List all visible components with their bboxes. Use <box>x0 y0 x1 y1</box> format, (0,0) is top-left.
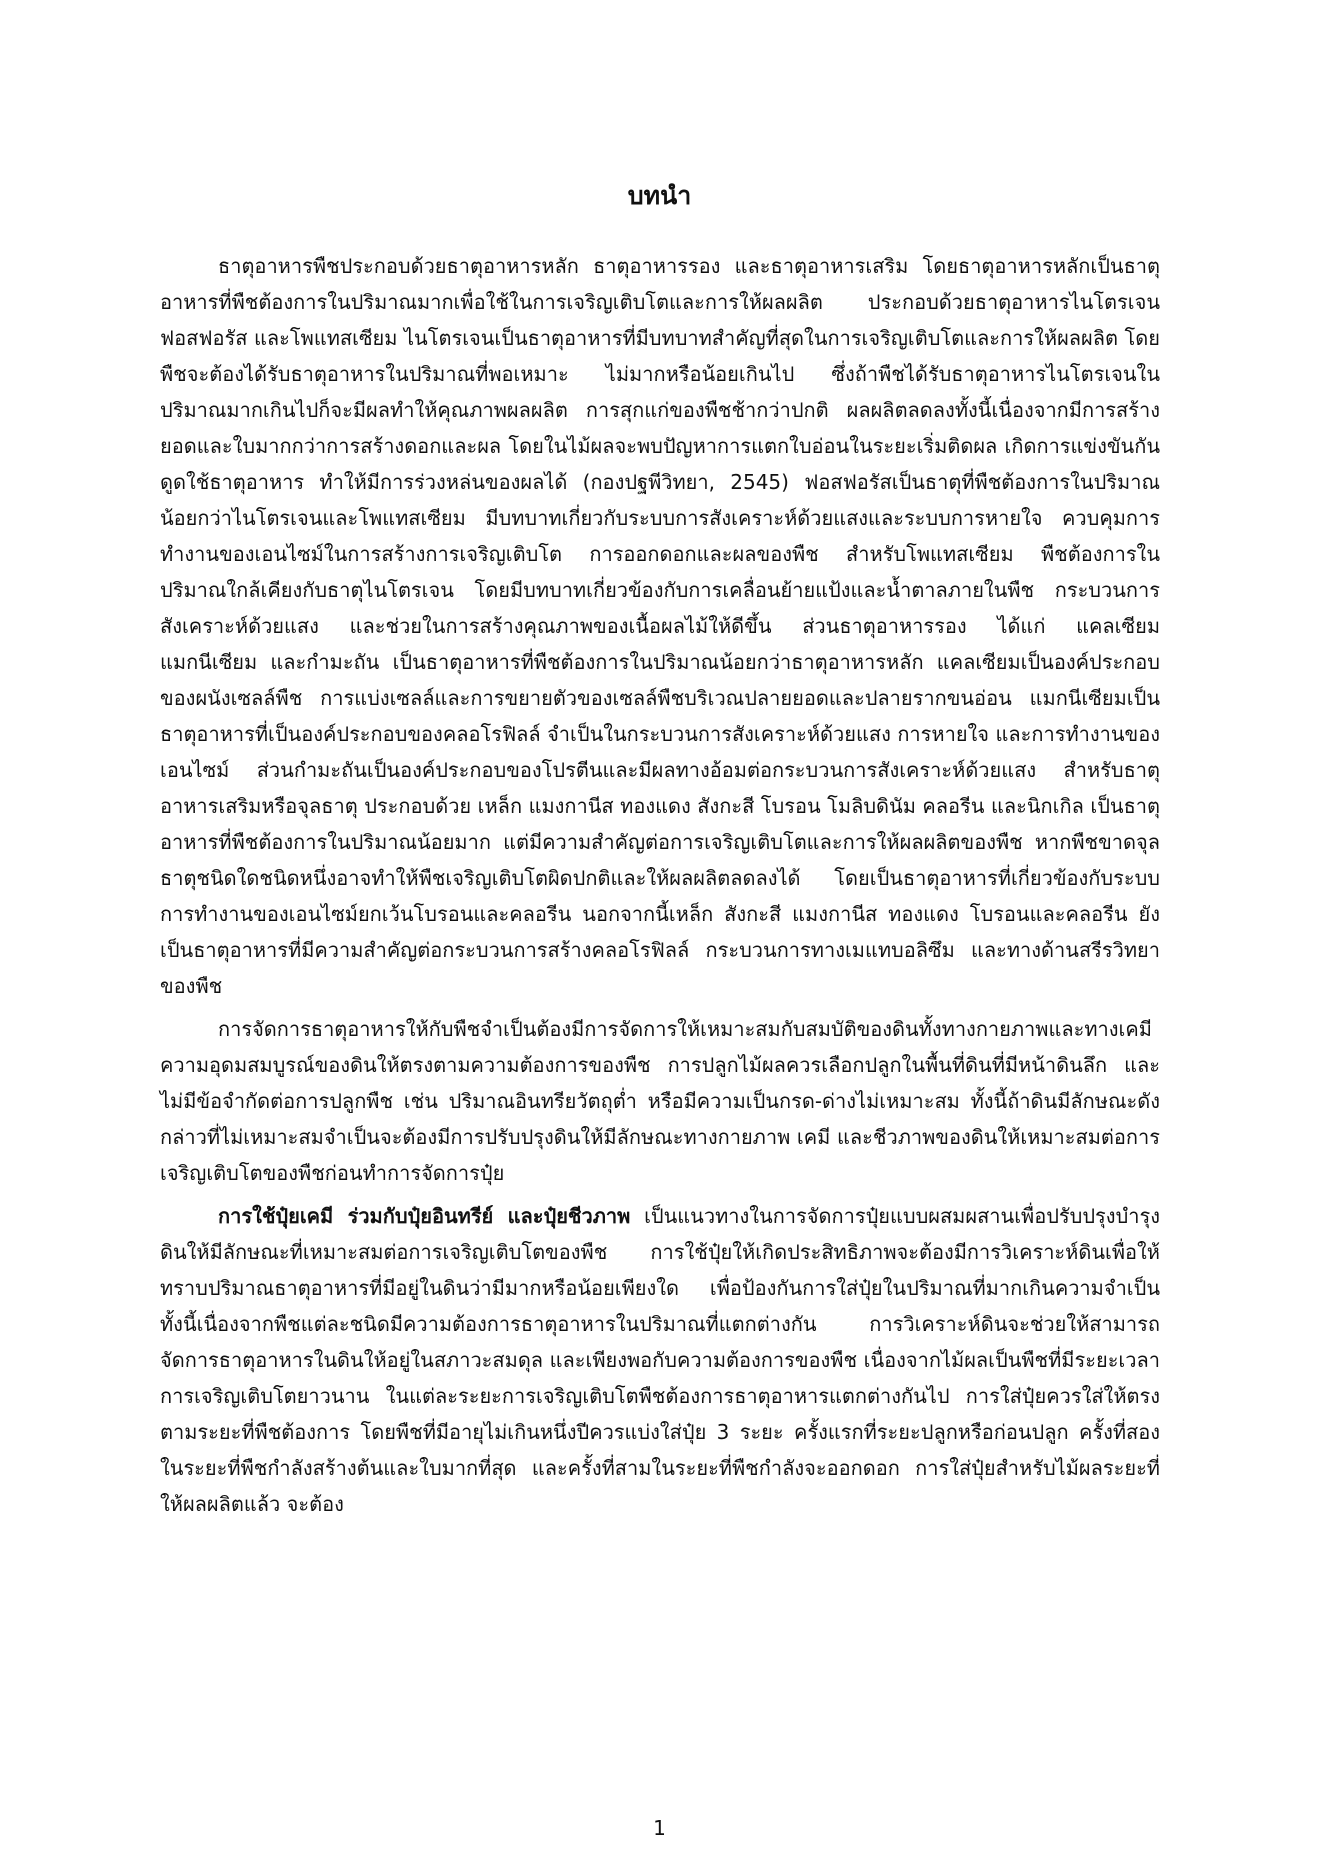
paragraph-nutrients <box>160 248 1160 1004</box>
page-title: บทนำ <box>627 180 692 210</box>
paragraph-soil-management <box>160 1011 1160 1191</box>
paragraph-fertilizer-use <box>160 1198 1160 1522</box>
paragraph-text: เป็นแนวทางในการจัดการปุ๋ยแบบผสมผสานเพื่อปรับปรุงบำรุงดินให้มีลักษณะที่เหมาะสมต่อการเจริญเติบโตของพืช การใช้ปุ๋ยให้เกิดประสิทธิภาพจะต้องมีการวิเคราะห์ดินเพื่อให้ทราบปริมาณธาตุอาหารที่มีอยู่ในดินว่ามีมากหรือน้อยเพียงใด เพื่อป้องกันการใส่ปุ๋ยในปริมาณที่มากเกินความจำเป็น ทั้งนี้เนื่องจากพืชแต่ละชนิดมีความต้องการธาตุอาหารในปริมาณที่แตกต่างกัน การวิเคราะห์ดินจะช่วยให้สามารถจัดการธาตุอาหารในดินให้อยู่ในสภาวะสมดุล และเพียงพอกับความต้องการของพืช เนื่องจากไม้ผลเป็นพืชที่มีระยะเวลาการเจริญเติบโตยาวนาน ในแต่ละระยะการเจริญเติบโตพืชต้องการธาตุอาหารแตกต่างกันไป การใส่ปุ๋ยควรใส่ให้ตรงตามระยะที่พืชต้องการ โดยพืชที่มีอายุไม่เกินหนึ่งปีควรแบ่งใส่ปุ๋ย 3 ระยะ ครั้งแรกที่ระยะปลูกหรือก่อนปลูก ครั้งที่สองในระยะที่พืชกำลังสร้างต้นและใบมากที่สุด และครั้งที่สามในระยะที่พืชกำลังจะออกดอก การใส่ปุ๋ยสำหรับไม้ผลระยะที่ให้ผลผลิตแล้ว จะต้อง <box>160 1204 1160 1516</box>
page-number: 1 <box>653 1816 666 1840</box>
paragraph-text: ธาตุอาหารพืชประกอบด้วยธาตุอาหารหลัก ธาตุอาหารรอง และธาตุอาหารเสริม โดยธาตุอาหารหลักเป็นธาตุอาหารที่พืชต้องการในปริมาณมากเพื่อใช้ในการเจริญเติบโตและการให้ผลผลิต ประกอบด้วยธาตุอาหารไนโตรเจน ฟอสฟอรัส และโพแทสเซียม ไนโตรเจนเป็นธาตุอาหารที่มีบทบาทสำคัญที่สุดในการเจริญเติบโตและการให้ผลผลิต โดยพืชจะต้องได้รับธาตุอาหารในปริมาณที่พอเหมาะ ไม่มากหรือน้อยเกินไป ซึ่งถ้าพืชได้รับธาตุอาหารไนโตรเจนในปริมาณมากเกินไปก็จะมีผลทำให้คุณภาพผลผลิต การสุกแก่ของพืชช้ากว่าปกติ ผลผลิตลดลงทั้งนี้เนื่องจากมีการสร้างยอดและใบมากกว่าการสร้างดอกและผล โดยในไม้ผลจะพบปัญหาการแตกใบอ่อนในระยะเริ่มติดผล เกิดการแข่งขันกันดูดใช้ธาตุอาหาร ทำให้มีการร่วงหล่นของผลได้ (กองปฐพีวิทยา, 2545) ฟอสฟอรัสเป็นธาตุที่พืชต้องการในปริมาณน้อยกว่าไนโตรเจนและโพแทสเซียม มีบทบาทเกี่ยวกับระบบการสังเคราะห์ด้วยแสงและระบบการหายใจ ควบคุมการทำงานของเอนไซม์ในการสร้างการเจริญเติบโต การออกดอกและผลของพืช สำหรับโพแทสเซียม พืชต้องการในปริมาณใกล้เคียงกับธาตุไนโตรเจน โดยมีบทบาทเกี่ยวข้องกับการเคลื่อนย้ายแป้งและน้ำตาลภายในพืช กระบวนการสังเคราะห์ด้วยแสง และช่วยในการสร้างคุณภาพของเนื้อผลไม้ให้ดีขึ้น ส่วนธาตุอาหารรอง ได้แก่ แคลเซียม แมกนีเซียม และกำมะถัน เป็นธาตุอาหารที่พืชต้องการในปริมาณน้อยกว่าธาตุอาหารหลัก แคลเซียมเป็นองค์ประกอบของผนังเซลล์พืช การแบ่งเซลล์และการขยายตัวของเซลล์พืชบริเวณปลายยอดและปลายรากขนอ่อน แมกนีเซียมเป็นธาตุอาหารที่เป็นองค์ประกอบของคลอโรฟิลล์ จำเป็นในกระบวนการสังเคราะห์ด้วยแสง การหายใจ และการทำงานของเอนไซม์ ส่วนกำมะถันเป็นองค์ประกอบของโปรตีนและมีผลทางอ้อมต่อกระบวนการสังเคราะห์ด้วยแสง สำหรับธาตุอาหารเสริมหรือจุลธาตุ ประกอบด้วย เหล็ก แมงกานีส ทองแดง สังกะสี โบรอน โมลิบดินัม คลอรีน และนิกเกิล เป็นธาตุอาหารที่พืชต้องการในปริมาณน้อยมาก แต่มีความสำคัญต่อการเจริญเติบโตและการให้ผลผลิตของพืช หากพืชขาดจุลธาตุชนิดใดชนิดหนึ่งอาจทำให้พืชเจริญเติบโตผิดปกติและให้ผลผลิตลดลงได้ โดยเป็นธาตุอาหารที่เกี่ยวข้องกับระบบการทำงานของเอนไซม์ยกเว้นโบรอนและคลอรีน นอกจากนี้เหล็ก สังกะสี แมงกานีส ทองแดง โบรอนและคลอรีน ยังเป็นธาตุอาหารที่มีความสำคัญต่อกระบวนการสร้างคลอโรฟิลล์ กระบวนการทางเมแทบอลิซึม และทางด้านสรีรวิทยาของพืช <box>160 254 1160 998</box>
paragraph-lead: การใช้ปุ๋ยเคมี ร่วมกับปุ๋ยอินทรีย์ และปุ๋ยชีวภาพ <box>218 1204 631 1228</box>
document-body <box>160 248 1160 1529</box>
paragraph-text: การจัดการธาตุอาหารให้กับพืชจำเป็นต้องมีการจัดการให้เหมาะสมกับสมบัติของดินทั้งทางกายภาพและทางเคมี ความอุดมสมบูรณ์ของดินให้ตรงตามความต้องการของพืช การปลูกไม้ผลควรเลือกปลูกในพื้นที่ดินที่มีหน้าดินลึก และไม่มีข้อจำกัดต่อการปลูกพืช เช่น ปริมาณอินทรียวัตถุต่ำ หรือมีความเป็นกรด-ด่างไม่เหมาะสม ทั้งนี้ถ้าดินมีลักษณะดังกล่าวที่ไม่เหมาะสมจำเป็นจะต้องมีการปรับปรุงดินให้มีลักษณะทางกายภาพ เคมี และชีวภาพของดินให้เหมาะสมต่อการเจริญเติบโตของพืชก่อนทำการจัดการปุ๋ย <box>160 1017 1160 1185</box>
